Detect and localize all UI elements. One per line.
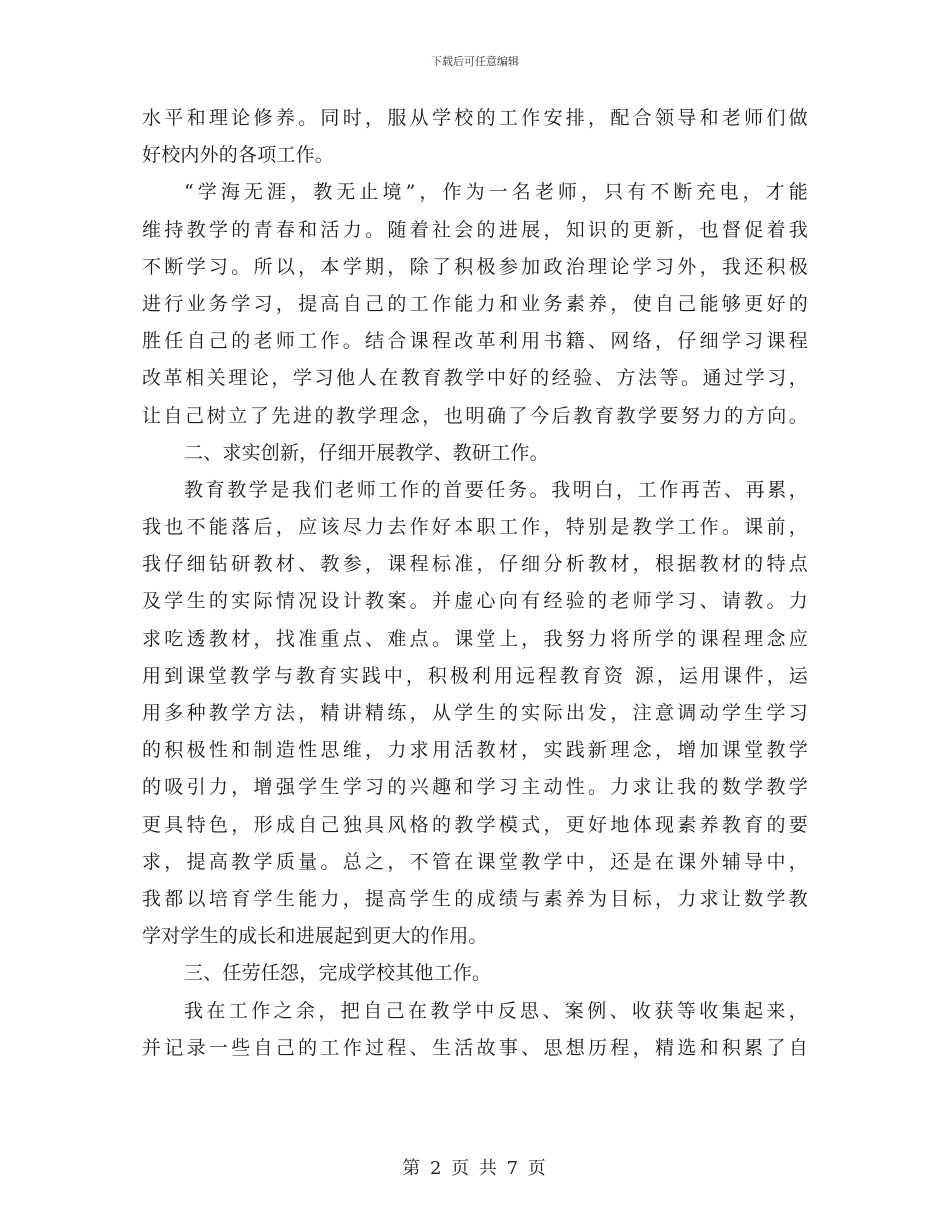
- text-line: 学对学生的成长和进展起到更大的作用。: [142, 925, 488, 948]
- text-line: 改革相关理论，学习他人在教育教学中好的经验、方法等。通过学习，: [142, 367, 808, 390]
- text-line: 维持教学的青春和活力。随着社会的进展，知识的更新，也督促着我: [142, 218, 808, 241]
- text-line: 并记录一些自己的工作过程、生活故事、思想历程，精选和积累了自: [142, 1036, 808, 1059]
- text-line: 好校内外的各项工作。: [142, 144, 335, 167]
- text-line: 求吃透教材，找准重点、难点。课堂上，我努力将所学的课程理念应: [142, 627, 808, 650]
- text-line: 我也不能落后，应该尽力去作好本职工作，特别是教学工作。课前，: [142, 516, 808, 539]
- document-body: [142, 100, 808, 1067]
- text-line: 胜任自己的老师工作。结合课程改革利用书籍、网络，仔细学习课程: [142, 330, 808, 353]
- text-line: 用到课堂教学与教育实践中，积极利用远程教育资 源，运用课件，运: [142, 664, 808, 687]
- text-line: 求，提高教学质量。总之，不管在课堂教学中，还是在课外辅导中，: [142, 850, 808, 873]
- text-line: 水平和理论修养。同时，服从学校的工作安排，配合领导和老师们做: [142, 107, 808, 129]
- text-line: 我都以培育学生能力，提高学生的成绩与素养为目标，力求让数学教: [142, 887, 808, 910]
- text-line: 三、任劳任怨，完成学校其他工作。: [184, 962, 492, 985]
- page-header: 下载后可任意编辑: [431, 55, 519, 68]
- text-line: 的积极性和制造性思维，力求用活教材，实践新理念，增加课堂教学: [142, 739, 808, 762]
- text-line: “学海无涯，教无止境”，作为一名老师，只有不断充电，才能: [184, 181, 808, 204]
- text-line: 更具特色，形成自己独具风格的教学模式，更好地体现素养教育的要: [142, 813, 808, 836]
- page-number-footer: 第 2 页 共 7 页: [402, 1158, 548, 1179]
- text-line: 让自己树立了先进的教学理念，也明确了今后教育教学要努力的方向。: [142, 404, 808, 427]
- text-line: 用多种教学方法，精讲精练，从学生的实际出发，注意调动学生学习: [142, 702, 808, 724]
- text-line: 教育教学是我们老师工作的首要任务。我明白，工作再苦、再累，: [184, 478, 808, 501]
- text-line: 及学生的实际情况设计教案。并虚心向有经验的老师学习、请教。力: [142, 590, 808, 613]
- text-line: 我在工作之余，把自己在教学中反思、案例、收获等收集起来，: [184, 999, 808, 1022]
- text-line: 不断学习。所以，本学期，除了积极参加政治理论学习外，我还积极: [142, 255, 808, 278]
- text-line: 的吸引力，增强学生学习的兴趣和学习主动性。力求让我的数学教学: [142, 776, 808, 799]
- text-line: 二、求实创新，仔细开展教学、教研工作。: [184, 441, 549, 464]
- text-line: 进行业务学习，提高自己的工作能力和业务素养，使自己能够更好的: [142, 292, 808, 315]
- text-line: 我仔细钻研教材、教参，课程标准，仔细分析教材，根据教材的特点: [142, 553, 808, 576]
